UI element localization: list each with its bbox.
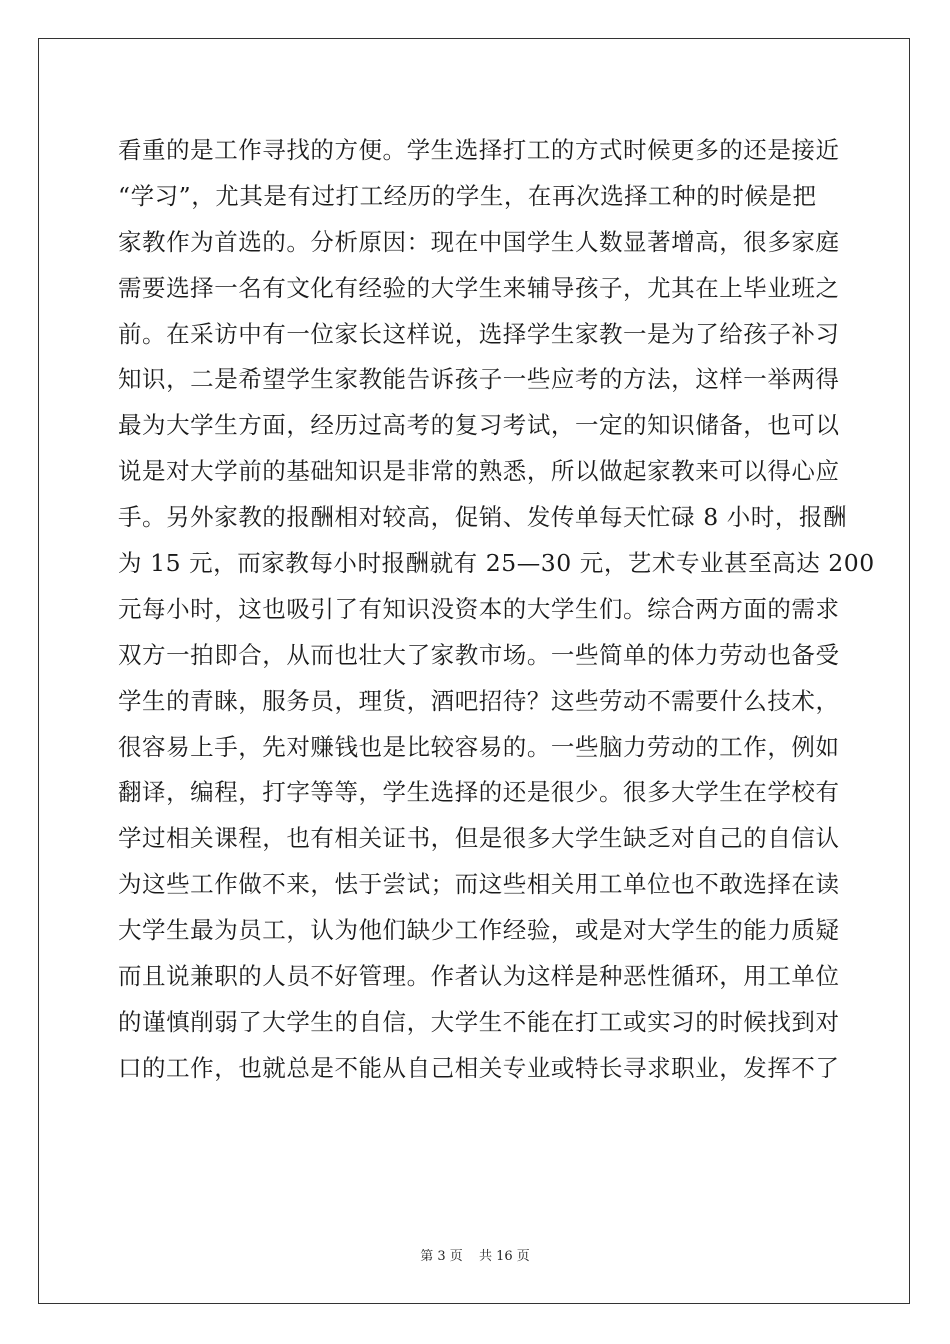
text-line: 家教作为首选的。分析原因：现在中国学生人数显著增高，很多家庭: [118, 227, 840, 256]
page-footer: [0, 1248, 950, 1266]
text-line: 为 15 元，而家教每小时报酬就有 25—30 元，艺术专业甚至高达 200: [118, 549, 875, 578]
text-line: 双方一拍即合，从而也壮大了家教市场。一些简单的体力劳动也备受: [118, 640, 840, 669]
text-line: 说是对大学前的基础知识是非常的熟悉，所以做起家教来可以得心应: [118, 457, 840, 486]
text-line: 口的工作，也就总是不能从自己相关专业或特长寻求职业，发挥不了: [118, 1053, 840, 1082]
text-line: 看重的是工作寻找的方便。学生选择打工的方式时候更多的还是接近: [118, 136, 840, 164]
text-line: 翻译，编程，打字等等，学生选择的还是很少。很多大学生在学校有: [118, 778, 840, 807]
text-line: 知识，二是希望学生家教能告诉孩子一些应考的方法，这样一举两得: [118, 365, 840, 394]
text-line: 元每小时，这也吸引了有知识没资本的大学生们。综合两方面的需求: [118, 594, 840, 623]
text-line: 的谨慎削弱了大学生的自信，大学生不能在打工或实习的时候找到对: [118, 1007, 840, 1036]
total-page-count: 共 16 页: [478, 1249, 530, 1264]
text-line: 很容易上手，先对赚钱也是比较容易的。一些脑力劳动的工作，例如: [118, 732, 840, 761]
text-line: “学习”，尤其是有过打工经历的学生，在再次选择工种的时候是把: [118, 181, 817, 210]
text-line: 学生的青睐，服务员，理货，酒吧招待？这些劳动不需要什么技术，: [118, 686, 840, 715]
text-line: 大学生最为员工，认为他们缺少工作经验，或是对大学生的能力质疑: [118, 916, 840, 945]
document-body: [118, 128, 875, 1092]
current-page-number: 第 3 页: [420, 1249, 463, 1264]
text-line: 手。另外家教的报酬相对较高，促销、发传单每天忙碌 8 小时，报酬: [118, 503, 847, 532]
text-line: 学过相关课程，也有相关证书，但是很多大学生缺乏对自己的自信认: [118, 824, 840, 853]
text-line: 需要选择一名有文化有经验的大学生来辅导孩子，尤其在上毕业班之: [118, 273, 840, 302]
text-line: 最为大学生方面，经历过高考的复习考试，一定的知识储备，也可以: [118, 411, 840, 440]
text-line: 为这些工作做不来，怯于尝试；而这些相关用工单位也不敢选择在读: [118, 870, 840, 899]
text-line: 前。在采访中有一位家长这样说，选择学生家教一是为了给孩子补习: [118, 319, 840, 348]
text-line: 而且说兼职的人员不好管理。作者认为这样是种恶性循环，用工单位: [118, 962, 840, 991]
